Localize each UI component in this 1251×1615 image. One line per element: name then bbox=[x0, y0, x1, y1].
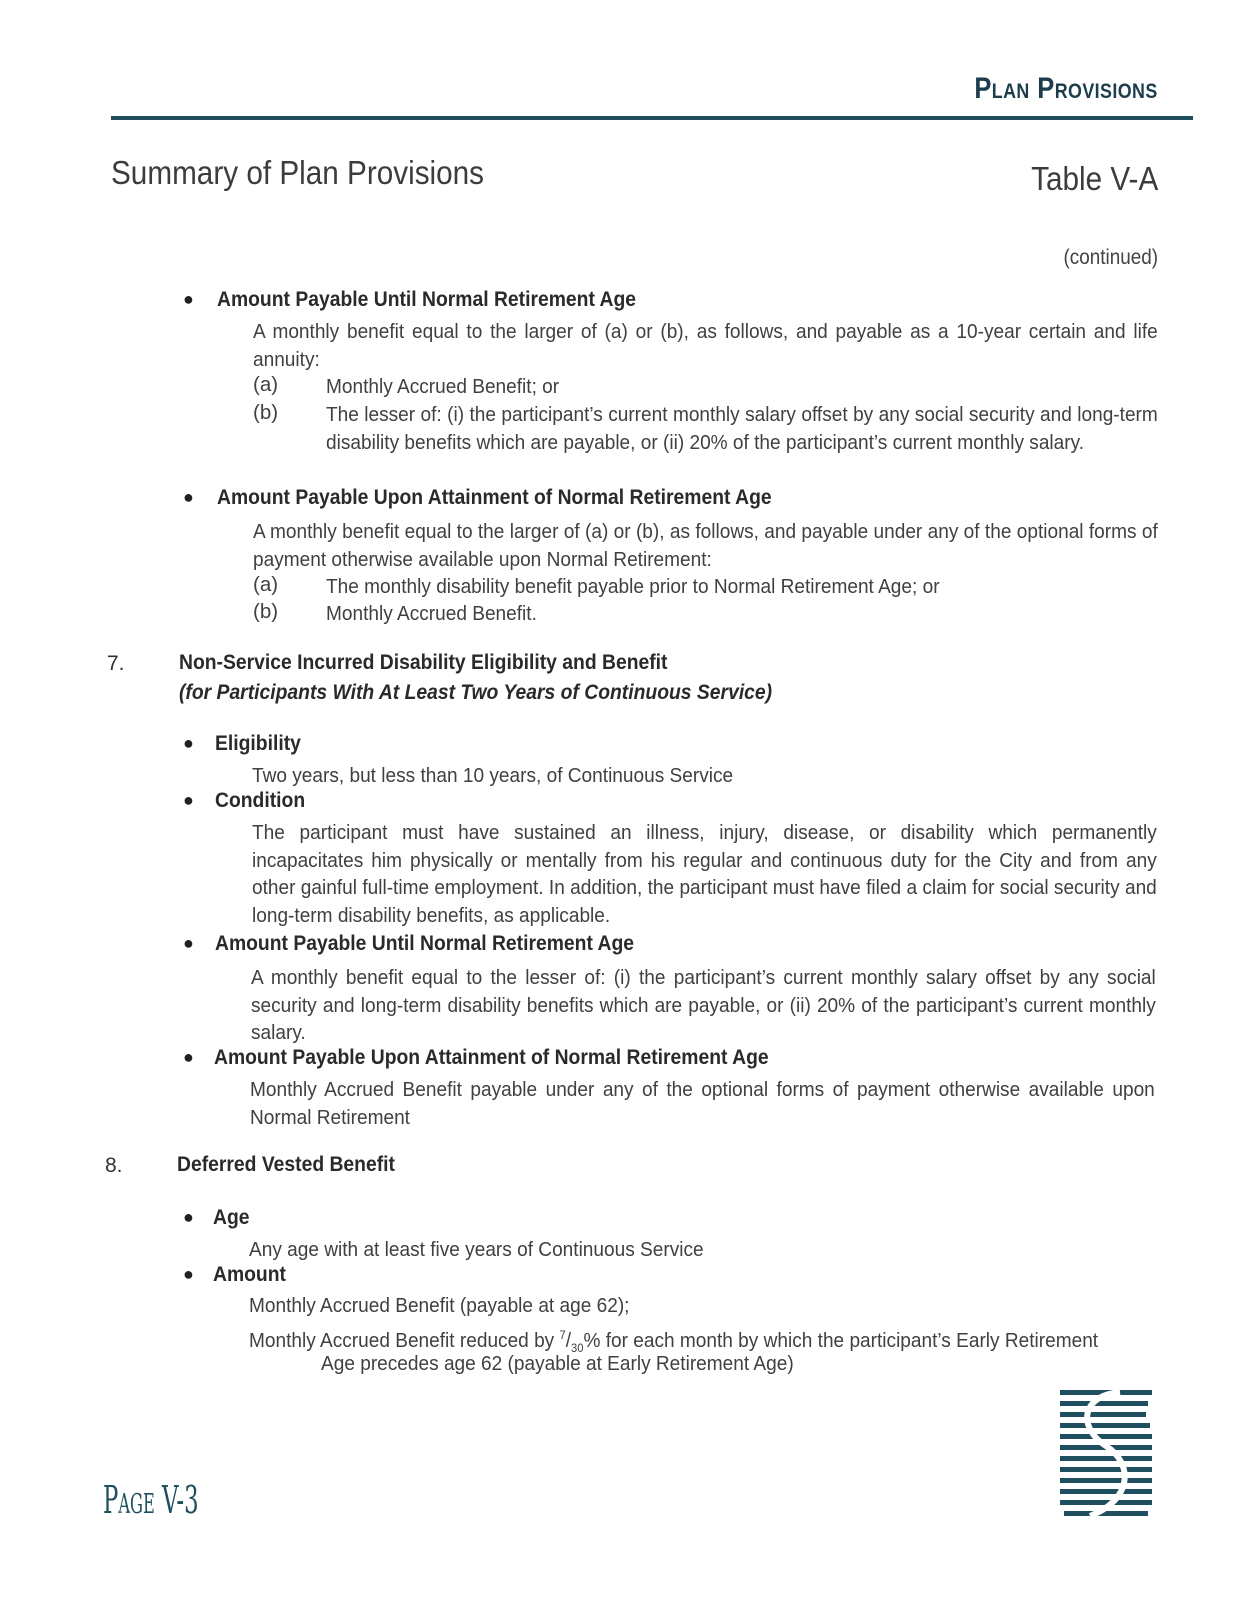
text-span: % for each month by which the participant’s Early Retirement bbox=[583, 1328, 1099, 1352]
paragraph: Age precedes age 62 (payable at Early Retirement Age) bbox=[321, 1352, 794, 1375]
list-item-letter: (b) bbox=[253, 401, 279, 424]
bullet-icon: ● bbox=[183, 1264, 194, 1284]
bullet-icon: ● bbox=[183, 933, 194, 953]
section-title: Deferred Vested Benefit bbox=[177, 1153, 395, 1176]
paragraph: Monthly Accrued Benefit reduced by $^7/_{30}\%$ for each month by which the participant’s Early Retirement bbox=[249, 1328, 1099, 1355]
paragraph: Monthly Accrued Benefit (payable at age 62); bbox=[249, 1294, 630, 1317]
list-item-letter: (a) bbox=[253, 373, 279, 396]
paragraph: A monthly benefit equal to the larger of (a) or (b), as follows, and payable as a 10-year certain and life annuity: bbox=[253, 320, 1158, 371]
bullet-icon: ● bbox=[183, 733, 194, 753]
header-divider bbox=[111, 116, 1193, 120]
section-header-title: Plan Provisions bbox=[974, 72, 1158, 105]
text-span: Monthly Accrued Benefit reduced by bbox=[249, 1328, 560, 1352]
bullet-heading: Amount Payable Upon Attainment of Normal Retirement Age bbox=[217, 486, 772, 509]
bullet-icon: ● bbox=[183, 289, 194, 309]
paragraph: A monthly benefit equal to the lesser of: (i) the participant’s current monthly salary offset by any social security and long-term disability benefits which are payable, or (ii) 20% of the participant’s current monthly salary. bbox=[251, 966, 1156, 1044]
list-item-text: The monthly disability benefit payable prior to Normal Retirement Age; or bbox=[326, 575, 940, 598]
list-item-letter: (a) bbox=[253, 573, 279, 596]
section-number: 7. bbox=[107, 652, 125, 675]
bullet-heading: Amount Payable Until Normal Retirement Age bbox=[217, 288, 637, 311]
paragraph: Two years, but less than 10 years, of Continuous Service bbox=[252, 764, 734, 787]
table-identifier: Table V-A bbox=[1030, 160, 1158, 197]
paragraph: Any age with at least five years of Continuous Service bbox=[249, 1238, 704, 1261]
page-number: Page V-3 bbox=[103, 1478, 199, 1522]
bullet-icon: ● bbox=[183, 1047, 194, 1067]
list-item-text: Monthly Accrued Benefit; or bbox=[326, 375, 560, 398]
continued-label: (continued) bbox=[1063, 246, 1158, 269]
bullet-icon: ● bbox=[183, 487, 194, 507]
section-number: 8. bbox=[105, 1154, 123, 1177]
bullet-heading: Condition bbox=[215, 789, 306, 812]
paragraph: Monthly Accrued Benefit payable under any of the optional forms of payment otherwise available upon Normal Retirement bbox=[250, 1078, 1155, 1129]
fraction-denominator: 30 bbox=[571, 1340, 584, 1355]
section-title: Non-Service Incurred Disability Eligibility and Benefit bbox=[179, 651, 668, 674]
section-subtitle: (for Participants With At Least Two Years of Continuous Service) bbox=[179, 681, 773, 704]
bullet-heading: Age bbox=[213, 1206, 250, 1229]
bullet-heading: Amount Payable Upon Attainment of Normal Retirement Age bbox=[214, 1046, 769, 1069]
page-title: Summary of Plan Provisions bbox=[111, 154, 485, 191]
bullet-heading: Eligibility bbox=[215, 732, 301, 755]
fraction-numerator: 7 bbox=[559, 1328, 566, 1342]
bullet-icon: ● bbox=[183, 790, 194, 810]
list-item-letter: (b) bbox=[253, 600, 279, 623]
segal-logo-icon bbox=[1060, 1388, 1152, 1520]
list-item-text: Monthly Accrued Benefit. bbox=[326, 602, 537, 625]
bullet-icon: ● bbox=[183, 1207, 194, 1227]
list-item-text: The lesser of: (i) the participant’s current monthly salary offset by any social security and long-term disability benefits which are payable, or (ii) 20% of the participant’s current monthly salary. bbox=[326, 403, 1158, 454]
bullet-heading: Amount bbox=[213, 1263, 286, 1286]
paragraph: A monthly benefit equal to the larger of (a) or (b), as follows, and payable under any of the optional forms of payment otherwise available upon Normal Retirement: bbox=[253, 520, 1158, 571]
paragraph: The participant must have sustained an illness, injury, disease, or disability which permanently incapacitates him physically or mentally from his regular and continuous duty for the City and from any other gainful full-time employment. In addition, the participant must have filed a claim for social security and long-term disability benefits, as applicable. bbox=[252, 821, 1157, 927]
bullet-heading: Amount Payable Until Normal Retirement Age bbox=[215, 932, 635, 955]
